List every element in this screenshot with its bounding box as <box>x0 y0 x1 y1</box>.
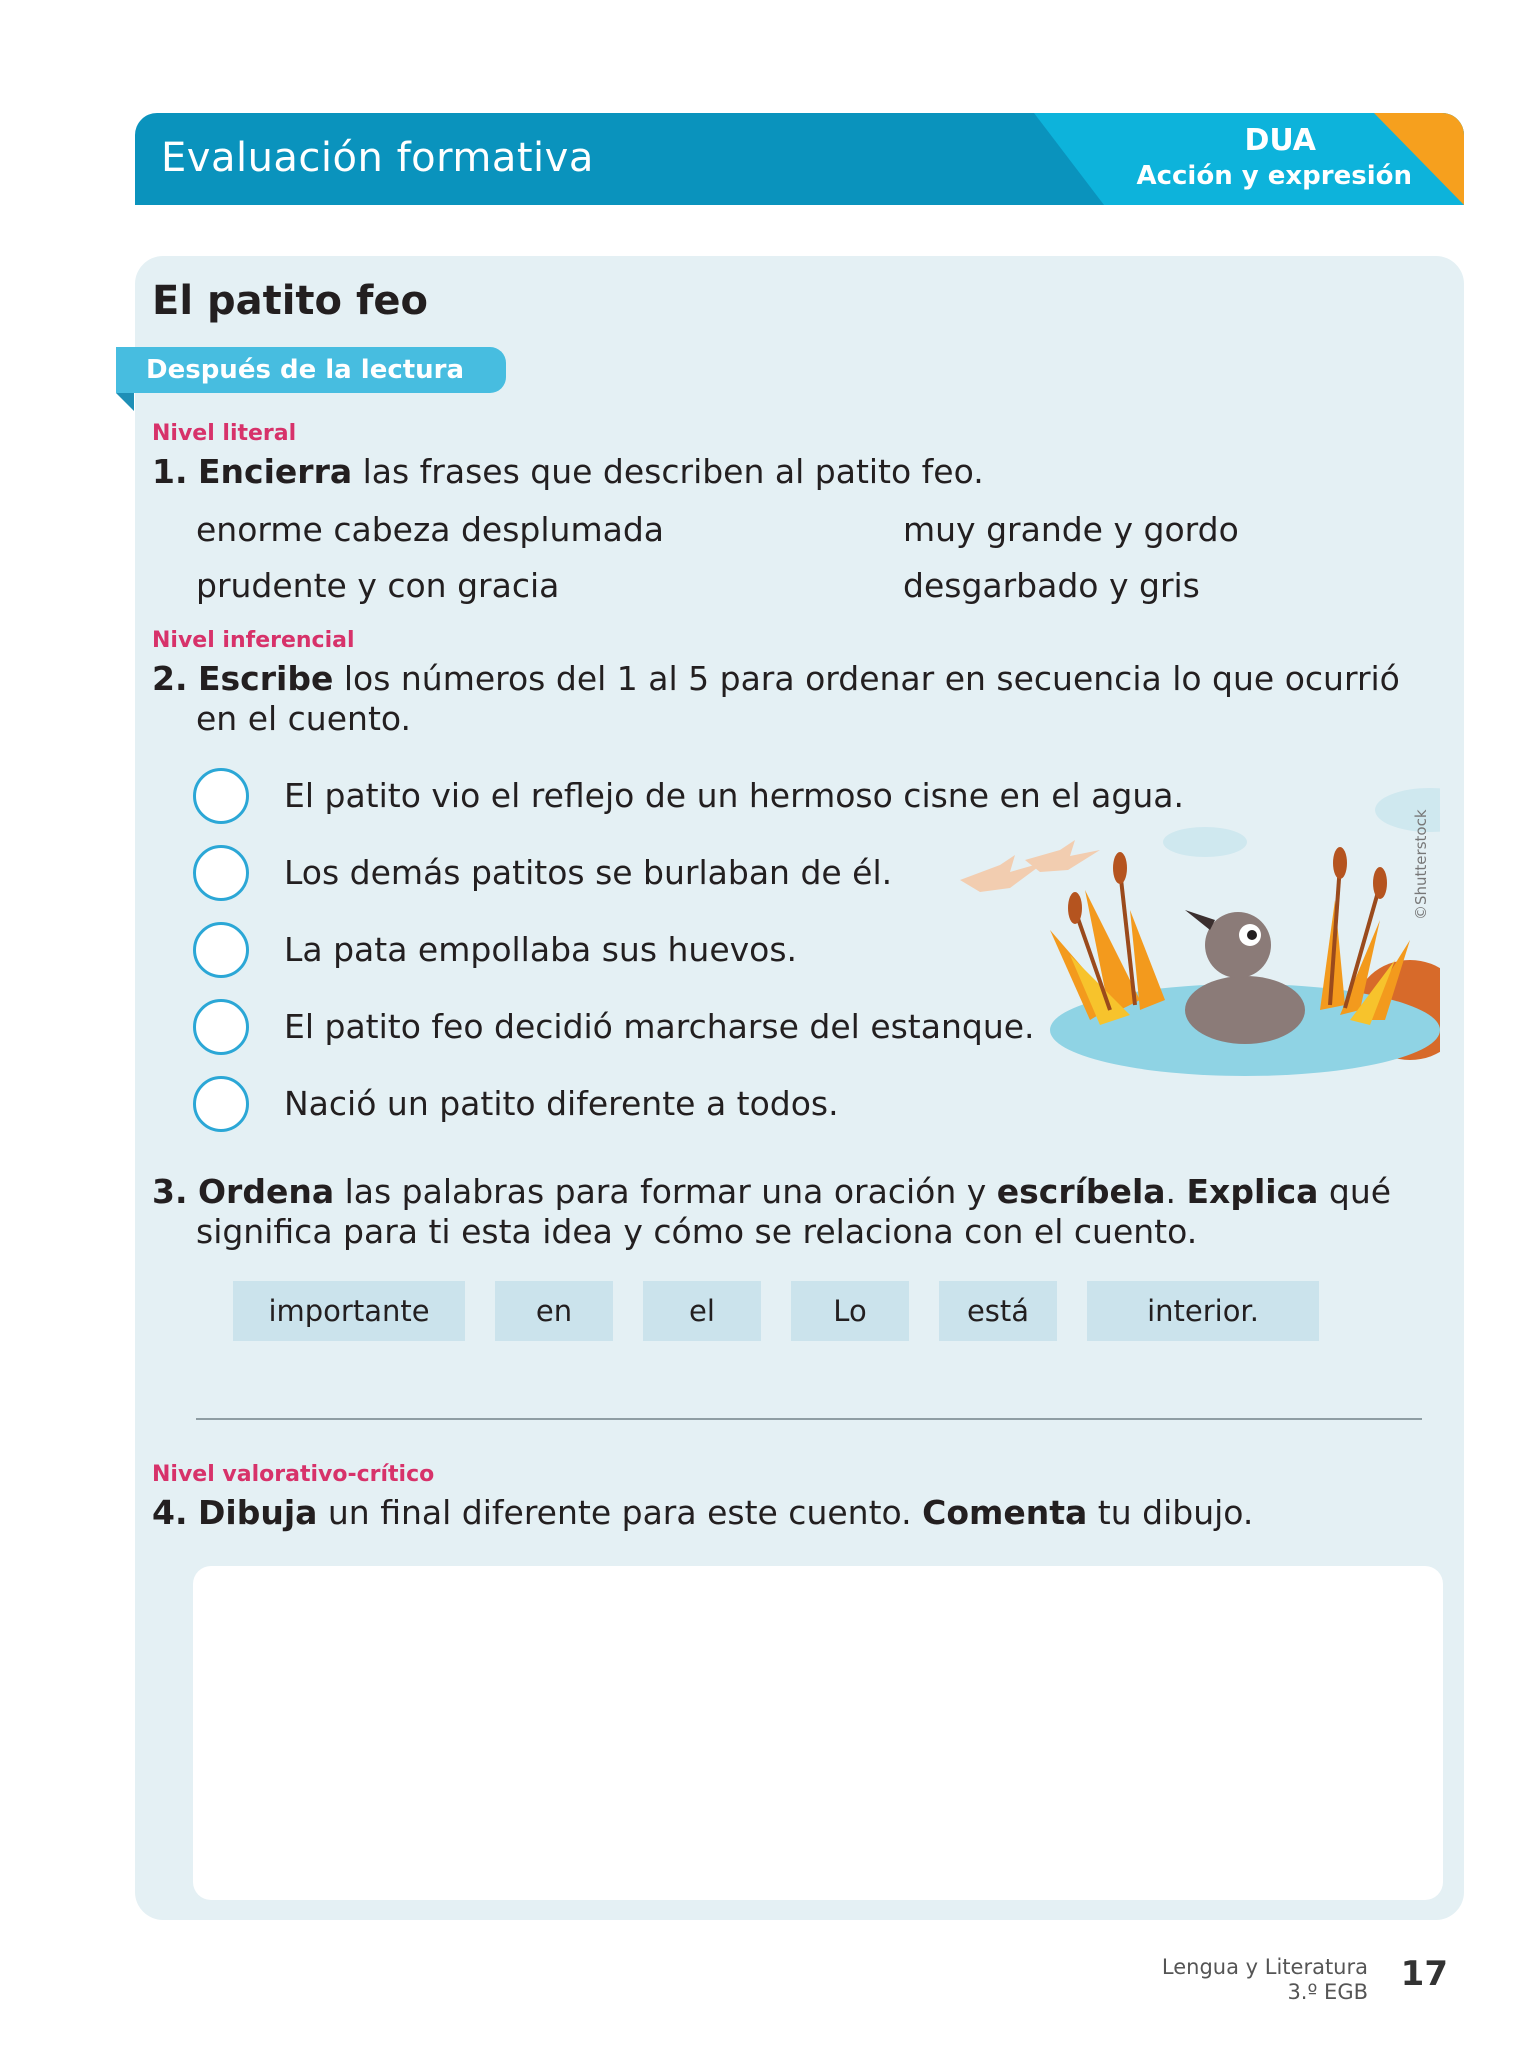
sequence-item: Los demás patitos se burlaban de él. <box>284 853 893 892</box>
q4-text: tu dibujo. <box>1087 1493 1254 1532</box>
q1-option[interactable]: enorme cabeza desplumada <box>196 510 664 549</box>
q3-text: las palabras para formar una oración y <box>334 1172 997 1211</box>
duckling-illustration <box>940 770 1440 1090</box>
q3-verb-explica: Explica <box>1186 1172 1319 1211</box>
q1-option[interactable]: prudente y con gracia <box>196 566 560 605</box>
dua-subtitle: Acción y expresión <box>1136 161 1412 191</box>
q3-verb-escribela: escríbela <box>996 1172 1166 1211</box>
sequence-item: La pata empollaba sus huevos. <box>284 930 798 969</box>
q4-text: un final diferente para este cuento. <box>317 1493 923 1532</box>
section-tag: Después de la lectura <box>116 347 506 393</box>
word-card[interactable]: está <box>939 1281 1057 1341</box>
sequence-number-input[interactable] <box>193 768 249 824</box>
image-credit: ©Shutterstock <box>1412 809 1430 920</box>
sequence-number-input[interactable] <box>193 999 249 1055</box>
header-bar <box>135 113 1464 205</box>
q2-prompt-line2: en el cuento. <box>196 699 411 738</box>
q4-prompt <box>152 1493 1253 1533</box>
bird-icon <box>1025 840 1100 872</box>
q1-level: Nivel literal <box>152 421 297 446</box>
q3-prompt-line2: significa para ti esta idea y cómo se relaciona con el cuento. <box>196 1212 1198 1251</box>
q3-number: 3. <box>152 1172 188 1211</box>
answer-line[interactable] <box>196 1418 1422 1420</box>
cloud-icon <box>1163 827 1247 857</box>
q1-text: las frases que describen al patito feo. <box>352 452 984 491</box>
q3-text: qué <box>1318 1172 1392 1211</box>
word-card[interactable]: el <box>643 1281 761 1341</box>
footer-subject: Lengua y Literatura <box>1161 1955 1368 1979</box>
q1-option[interactable]: desgarbado y gris <box>903 566 1200 605</box>
section-tag-fold <box>116 393 134 411</box>
q1-verb: Encierra <box>198 452 353 491</box>
word-card[interactable]: interior. <box>1087 1281 1319 1341</box>
q2-text: los números del 1 al 5 para ordenar en secuencia lo que ocurrió <box>333 659 1400 698</box>
dua-title: DUA <box>1244 123 1316 158</box>
sequence-item: El patito vio el reflejo de un hermoso cisne en el agua. <box>284 776 1184 815</box>
sequence-number-input[interactable] <box>193 1076 249 1132</box>
sequence-number-input[interactable] <box>193 845 249 901</box>
q3-verb-ordena: Ordena <box>198 1172 335 1211</box>
q2-prompt <box>152 659 1400 699</box>
duckling-body-icon <box>1185 976 1305 1044</box>
q1-number: 1. <box>152 452 188 491</box>
story-title: El patito feo <box>152 278 428 324</box>
header-title: Evaluación formativa <box>161 135 594 181</box>
duckling-beak-icon <box>1185 910 1215 930</box>
word-card[interactable]: en <box>495 1281 613 1341</box>
q4-verb-dibuja: Dibuja <box>198 1493 318 1532</box>
drawing-area[interactable] <box>193 1566 1443 1900</box>
page-number: 17 <box>1400 1954 1448 1994</box>
q4-number: 4. <box>152 1493 188 1532</box>
q2-verb: Escribe <box>198 659 334 698</box>
cloud-icon <box>1375 788 1440 832</box>
sequence-number-input[interactable] <box>193 922 249 978</box>
q2-level: Nivel inferencial <box>152 628 355 653</box>
q3-prompt <box>152 1172 1391 1212</box>
q4-level: Nivel valorativo-crítico <box>152 1462 435 1487</box>
sequence-item: Nació un patito diferente a todos. <box>284 1084 839 1123</box>
word-card[interactable]: Lo <box>791 1281 909 1341</box>
duckling-head-icon <box>1205 912 1271 978</box>
q4-verb-comenta: Comenta <box>922 1493 1088 1532</box>
q2-number: 2. <box>152 659 188 698</box>
q1-prompt <box>152 452 984 492</box>
sequence-item: El patito feo decidió marcharse del estanque. <box>284 1007 1035 1046</box>
q3-text: . <box>1165 1172 1187 1211</box>
word-card[interactable]: importante <box>233 1281 465 1341</box>
footer-grade: 3.º EGB <box>1287 1980 1368 2004</box>
q1-option[interactable]: muy grande y gordo <box>903 510 1239 549</box>
